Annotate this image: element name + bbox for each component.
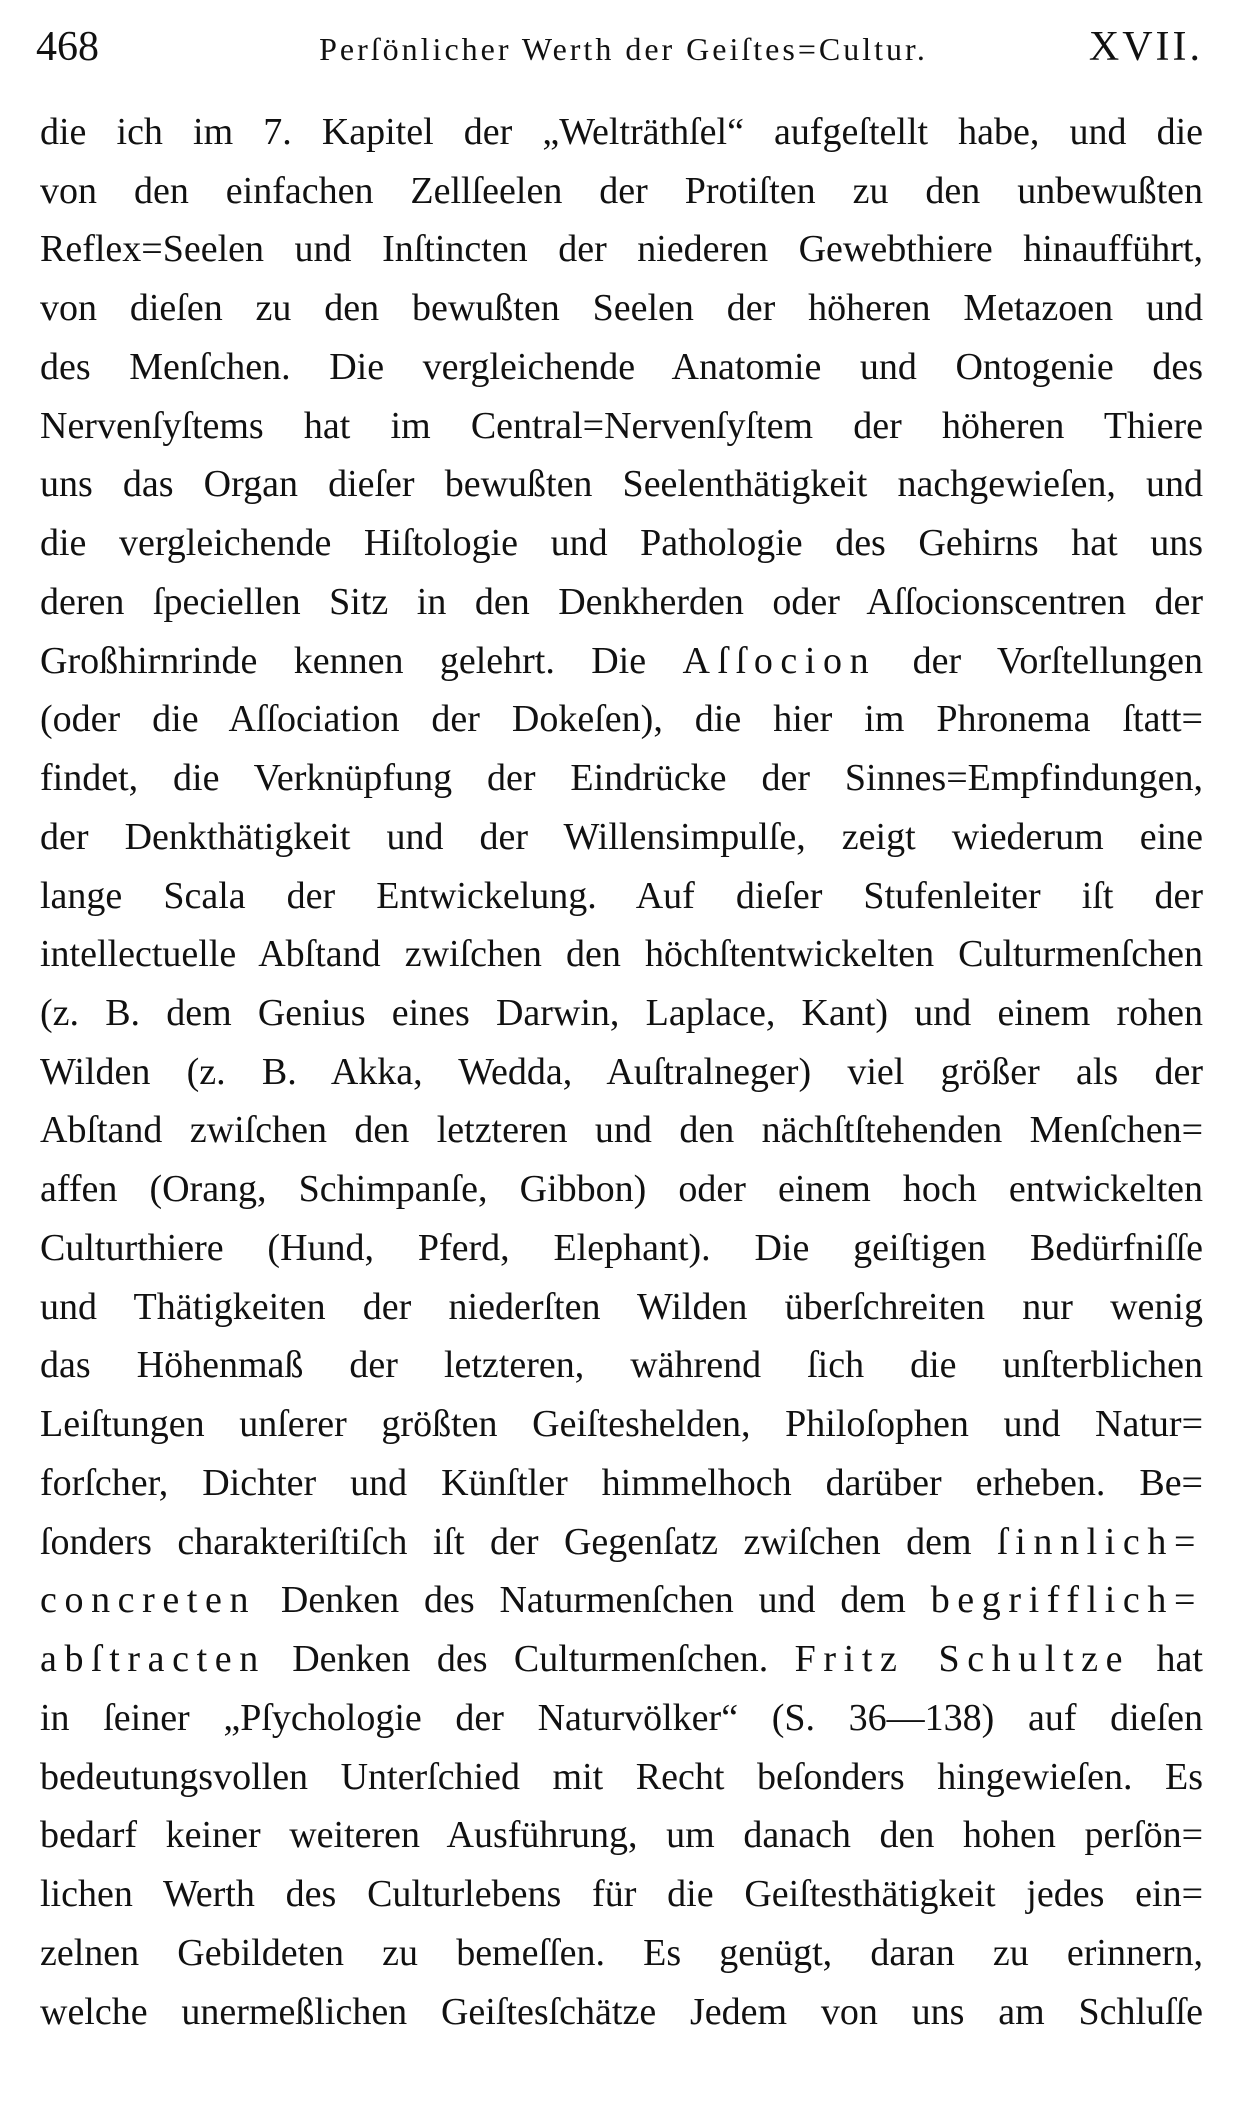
spaced-emphasis: Aſſocion (682, 639, 877, 682)
text-segment: Großhirnrinde kennen gelehrt. Die (40, 639, 683, 682)
text-line: Nervenſyſtems hat im Central=Nervenſyſtem der höheren Thiere (40, 404, 1203, 447)
spaced-emphasis: ſinnlich= (997, 1520, 1203, 1563)
text-line: Culturthiere (Hund, Pferd, Elephant). Die geiſtigen Bedürfniſſe (40, 1226, 1203, 1269)
text-line: (oder die Aſſociation der Dokeſen), die hier im Phronema ſtatt= (40, 698, 1203, 741)
text-line: affen (Orang, Schimpanſe, Gibbon) oder einem hoch entwickelten (40, 1168, 1203, 1211)
text-line: von den einfachen Zellſeelen der Protiſten zu den unbewußten (40, 169, 1203, 212)
text-line: Reflex=Seelen und Inſtincten der niederen Gewebthiere hinaufführt, (40, 228, 1203, 271)
text-segment: der Vorſtellungen (876, 639, 1203, 682)
page-number: 468 (36, 24, 99, 70)
text-line (40, 1630, 1203, 1689)
text-line (40, 1513, 1203, 1572)
text-segment: ſonders charakteriſtiſch iſt der Gegenſatz zwiſchen dem (40, 1520, 998, 1563)
running-head (0, 22, 1247, 72)
text-line: forſcher, Dichter und Künſtler himmelhoch darüber erheben. Be= (40, 1461, 1203, 1504)
text-line: deren ſpeciellen Sitz in den Denkherden oder Aſſocionscentren der (40, 580, 1203, 623)
text-line (40, 632, 1203, 691)
text-line: bedeutungsvollen Unterſchied mit Recht beſonders hingewieſen. Es (40, 1755, 1203, 1798)
text-segment: Denken des Culturmenſchen. (265, 1638, 795, 1681)
text-line: die ich im 7. Kapitel der „Welträthſel“ aufgeſtellt habe, und die (40, 111, 1203, 153)
spaced-emphasis: Fritz Schultze (794, 1638, 1131, 1681)
text-line: der Denkthätigkeit und der Willensimpulſe, zeigt wiederum eine (40, 815, 1203, 858)
running-title: Perſönlicher Werth der Geiſtes=Cultur. (319, 31, 928, 67)
text-segment: hat (1130, 1638, 1203, 1681)
text-line: die vergleichende Hiſtologie und Pathologie des Gehirns hat uns (40, 522, 1203, 565)
body-text (40, 103, 1203, 2041)
text-line: uns das Organ dieſer bewußten Seelenthätigkeit nachgewieſen, und (40, 463, 1203, 506)
text-line: lange Scala der Entwickelung. Auf dieſer Stufenleiter iſt der (40, 874, 1203, 917)
text-line: lichen Werth des Culturlebens für die Geiſtesthätigkeit jedes ein= (40, 1873, 1203, 1916)
text-line: intellectuelle Abſtand zwiſchen den höchſtentwickelten Culturmenſchen (40, 933, 1203, 976)
text-line: welche unermeßlichen Geiſtesſchätze Jedem von uns am Schluſſe (40, 1990, 1203, 2033)
text-line: des Menſchen. Die vergleichende Anatomie und Ontogenie des (40, 345, 1203, 388)
text-line: Leiſtungen unſerer größten Geiſteshelden, Philoſophen und Natur= (40, 1403, 1203, 1446)
text-segment: Denken des Naturmenſchen und dem (256, 1579, 931, 1622)
text-line: und Thätigkeiten der niederſten Wilden überſchreiten nur wenig (40, 1285, 1203, 1328)
text-line: (z. B. dem Genius eines Darwin, Laplace, Kant) und einem rohen (40, 992, 1203, 1035)
text-line: findet, die Verknüpfung der Eindrücke der Sinnes=Empfindungen, (40, 757, 1203, 800)
text-line: von dieſen zu den bewußten Seelen der höheren Metazoen und (40, 287, 1203, 330)
text-line: zelnen Gebildeten zu bemeſſen. Es genügt, daran zu erinnern, (40, 1931, 1203, 1974)
text-line (40, 1571, 1203, 1630)
text-line: Wilden (z. B. Akka, Wedda, Auſtralneger) viel größer als der (40, 1050, 1203, 1093)
spaced-emphasis: begrifflich= (930, 1579, 1203, 1622)
text-line: bedarf keiner weiteren Ausführung, um danach den hohen perſön= (40, 1814, 1203, 1857)
spaced-emphasis: abſtracten (40, 1638, 266, 1681)
text-line: in ſeiner „Pſychologie der Naturvölker“ (S. 36—138) auf dieſen (40, 1696, 1203, 1739)
text-line: Abſtand zwiſchen den letzteren und den nächſtſtehenden Menſchen= (40, 1109, 1203, 1152)
spaced-emphasis: concreten (40, 1579, 257, 1622)
text-line: das Höhenmaß der letzteren, während ſich die unſterblichen (40, 1344, 1203, 1387)
chapter-number: XVII. (1088, 24, 1203, 70)
